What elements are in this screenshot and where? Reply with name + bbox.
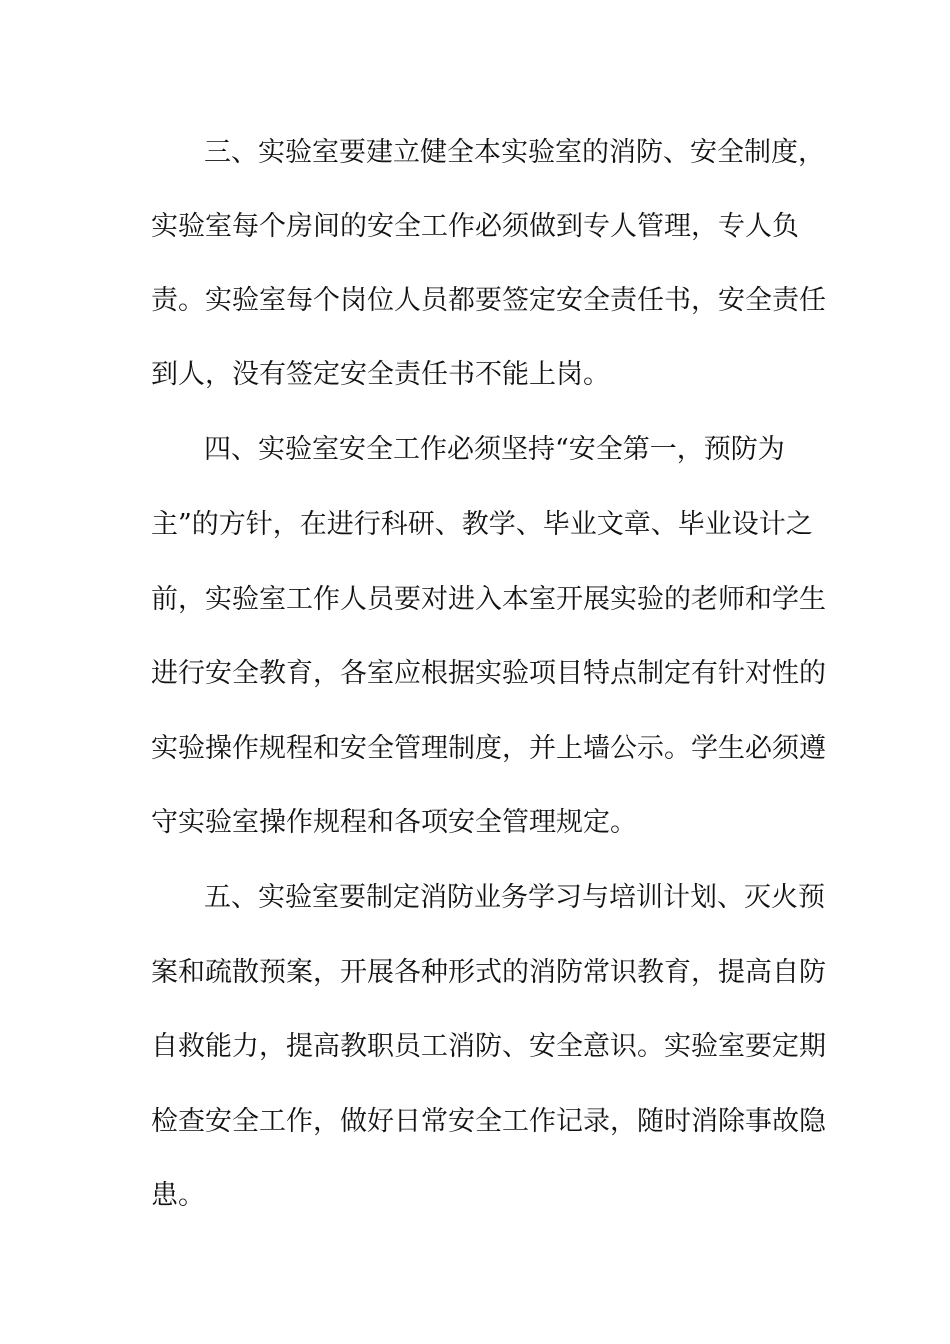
paragraph-5-line-2: 案和疏散预案，开展各种形式的消防常识教育，提高自防: [151, 957, 826, 988]
paragraph-5-line-3: 自救能力，提高教职员工消防、安全意识。实验室要定期: [151, 1031, 826, 1062]
paragraph-5-line-1: 五、实验室要制定消防业务学习与培训计划、灭火预: [204, 882, 825, 913]
paragraph-3-line-3: 责。实验室每个岗位人员都要签定安全责任书，安全责任: [151, 285, 826, 316]
paragraph-4-line-4: 进行安全教育，各室应根据实验项目特点制定有针对性的: [151, 658, 826, 689]
paragraph-4-line-6: 守实验室操作规程和各项安全管理规定。: [151, 807, 637, 838]
paragraph-4-line-2: 主”的方针，在进行科研、教学、毕业文章、毕业设计之: [151, 509, 813, 540]
paragraph-4-line-5: 实验操作规程和安全管理制度，并上墙公示。学生必须遵: [151, 733, 826, 764]
paragraph-3-line-1: 三、实验室要建立健全本实验室的消防、安全制度，: [204, 137, 825, 168]
paragraph-5-line-5: 患。: [151, 1180, 205, 1211]
paragraph-4-line-1: 四、实验室安全工作必须坚持“安全第一，预防为: [204, 434, 785, 465]
paragraph-3-line-4: 到人，没有签定安全责任书不能上岗。: [151, 359, 610, 390]
paragraph-3-line-2: 实验室每个房间的安全工作必须做到专人管理，专人负: [151, 211, 799, 242]
paragraph-5-line-4: 检查安全工作，做好日常安全工作记录，随时消除事故隐: [151, 1106, 826, 1137]
paragraph-4-line-3: 前，实验室工作人员要对进入本室开展实验的老师和学生: [151, 584, 826, 615]
